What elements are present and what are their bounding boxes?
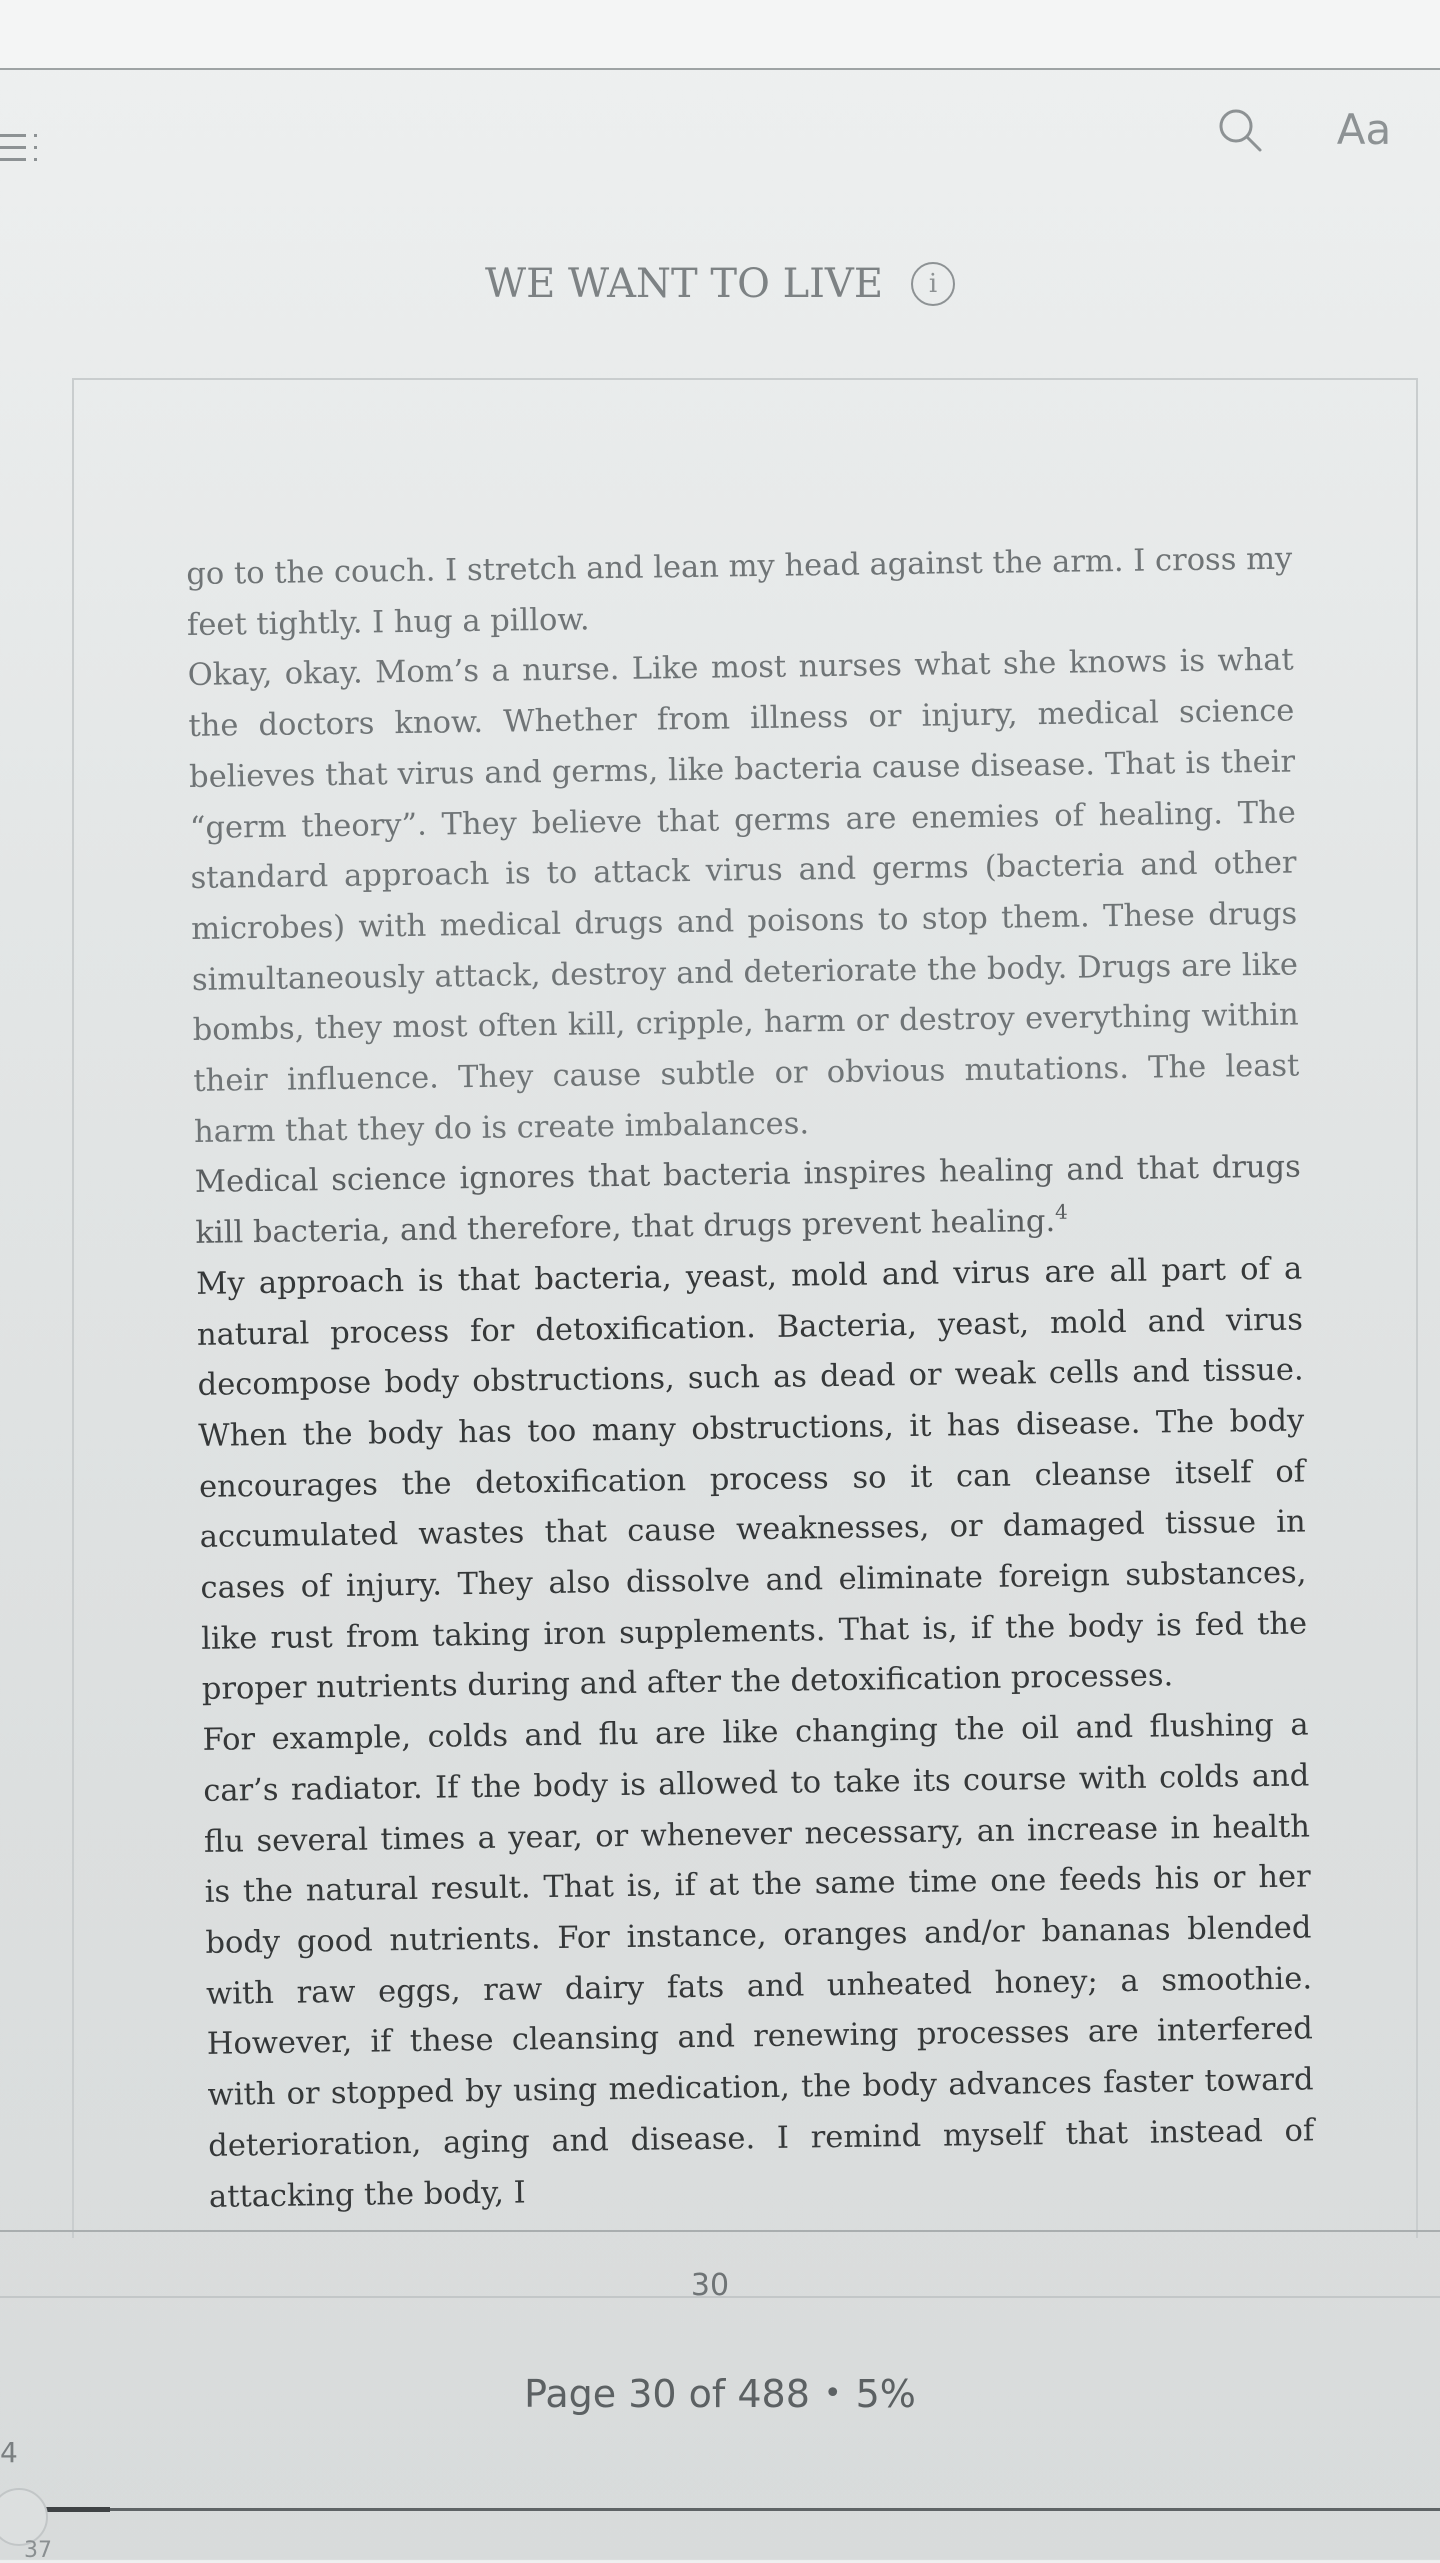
paragraph: go to the couch. I stretch and lean my head against the arm. I cross my feet tightly. I hug a pillow. — [186, 541, 1293, 643]
page-number: 30 — [690, 2268, 730, 2303]
info-icon[interactable]: i — [911, 262, 955, 306]
paragraph: My approach is that bacteria, yeast, mold and virus are all part of a natural process for detoxification. Bacteria, yeast, mold and virus decompose body obstructions, such as dead or weak cells and tissue. When the body has too many obstructions, it has disease. The body encourages the detoxification process so it can cleanse itself of accumulated wastes that cause weaknesses, or damaged tissue in cases of injury. They also dissolve and eliminate foreign substances, like rust from taking iron supplements. That is, if the body is fed the proper nutrients during and after the detoxification processes. — [196, 1251, 1308, 1708]
book-title-text: WE WANT TO LIVE — [484, 261, 884, 307]
scrubber-fill — [40, 2507, 110, 2512]
separator-dot: • — [823, 2376, 842, 2411]
scrubber-track[interactable] — [40, 2508, 1440, 2511]
edge-fragment: 37 — [24, 2538, 52, 2563]
book-title — [440, 258, 1000, 318]
paragraph: Okay, okay. Mom’s a nurse. Like most nurses what she knows is what the doctors know. Whether from illness or injury, medical science believes that virus and germs, like bacteria cause disease. That is their “germ theory”. They believe that germs are enemies of healing. The standard approach is to attack virus and germs (bacteria and other microbes) with medical drugs and poisons to stop them. These drugs simultaneously attack, destroy and deteriorate the body. Drugs are like bombs, they most often kill, cripple, harm or destroy everything within their influence. They cause subtle or obvious mutations. The least harm that they do is create imbalances. — [187, 642, 1300, 1150]
font-settings-button[interactable]: Aa — [1336, 105, 1392, 154]
edge-fragment: 4 — [0, 2436, 18, 2469]
footnote-reference[interactable]: 4 — [1054, 1199, 1068, 1225]
table-of-contents-icon[interactable] — [0, 130, 44, 166]
paragraph-text: Medical science ignores that bacteria inspires healing and that drugs kill bacteria, and therefore, that drugs prevent healing. — [194, 1149, 1301, 1252]
page-divider — [0, 2230, 1440, 2232]
page-count-label: Page 30 of 488 — [524, 2372, 810, 2416]
top-edge-strip — [0, 0, 1440, 70]
paragraph: For example, colds and flu are like changing the oil and flushing a car’s radiator. If the body is allowed to take its course with colds and flu several times a year, or whenever necessary, an increase in health is the natural result. That is, if at the same time one feeds his or her body good nutrients. For instance, oranges and/or bananas blended with raw eggs, raw dairy fats and unheated honey; a smoothie. However, if these cleansing and renewing processes are interfered with or stopped by using medication, the body advances faster toward deterioration, aging and disease. I remind myself that instead of attacking the body, I — [202, 1707, 1315, 2215]
paragraph — [194, 1143, 1301, 1260]
percent-label: 5% — [855, 2372, 916, 2416]
page-content — [186, 535, 1315, 2223]
progress-scrubber[interactable] — [0, 2488, 1440, 2528]
search-icon[interactable] — [1216, 106, 1264, 154]
reading-progress — [420, 2372, 1020, 2428]
